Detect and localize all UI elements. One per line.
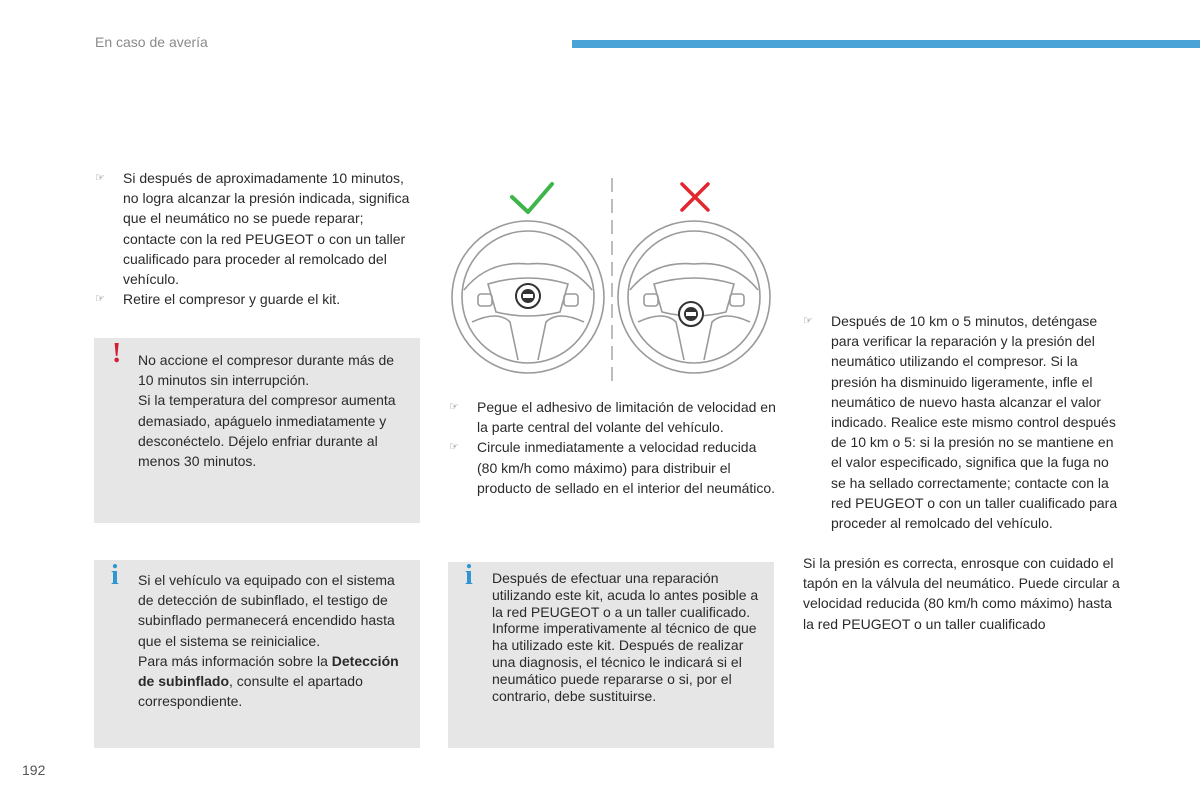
info-text (492, 570, 764, 704)
info-more-link-text: Detección de subinflado (138, 652, 399, 690)
bullet-text: Después de 10 km o 5 minutos, deténgase para verificar la reparación y la presión del neumático utilizando el compresor. Si la presión ha disminuido ligeramente, infle el neumático de nuevo hasta alcanzar el valor indicado. Realice este mismo control después de 10 km o 5: si la presión no se mantiene en el valor especificado, significa que la fuga no se ha sellado correctamente; contacte con la red PEUGEOT o con un taller cualificado para proceder al remolcado del vehículo. (831, 313, 1118, 532)
pointing-hand-icon: ☞ (95, 172, 105, 184)
green-check-icon (512, 184, 552, 212)
info-line: Informe imperativamente al técnico de que ha utilizado este kit. Después de realizar una diagnosis, el técnico le indicará si el neumático puede repararse o si, por el contrario, debe sustituirse. (492, 620, 757, 704)
bullet-text: Pegue el adhesivo de limitación de velocidad en la parte central del volante del vehículo. (477, 399, 776, 436)
exclamation-icon: ! (112, 338, 122, 369)
info-icon: i (111, 560, 119, 591)
info-box-subinflado (94, 560, 420, 748)
bullet-text: Si después de aproximadamente 10 minutos, no logra alcanzar la presión indicada, significa que el neumático no se puede reparar; contacte con la red PEUGEOT o con un taller cualificado para proceder al remolcado del vehículo. (123, 170, 410, 288)
info-more (138, 651, 410, 712)
red-cross-icon (682, 184, 708, 210)
col3-bullet-list (803, 311, 1125, 533)
list-item (803, 311, 1125, 533)
col2-bullet-list (449, 397, 777, 498)
info-line: Si el vehículo va equipado con el sistema de detección de subinflado, el testigo de subinflado permanecerá encendido hasta que el sistema se reinicialice. (138, 572, 395, 649)
steering-wheel-wrong (618, 221, 770, 373)
pointing-hand-icon: ☞ (449, 441, 459, 454)
info-box-repair (448, 562, 774, 748)
warning-line: Si la temperatura del compresor aumenta demasiado, apáguelo inmediatamente y desconéctelo. Déjelo enfriar durante al menos 30 minutos. (138, 392, 396, 470)
warning-box (94, 338, 420, 523)
info-more-prefix: Para más información sobre la (138, 652, 332, 669)
pointing-hand-icon: ☞ (449, 401, 459, 413)
pointing-hand-icon: ☞ (95, 293, 105, 306)
col1-bullet-list (95, 168, 420, 309)
info-icon: i (465, 560, 473, 591)
info-text (138, 570, 410, 711)
list-item (449, 397, 777, 437)
list-item (95, 168, 420, 289)
pointing-hand-icon: ☞ (803, 315, 813, 327)
header-accent-bar (572, 40, 1200, 48)
warning-line: No accione el compresor durante más de 10 minutos sin interrupción. (138, 352, 395, 389)
col3-paragraph (803, 553, 1125, 634)
info-line: Después de efectuar una reparación utilizando este kit, acuda lo antes posible a la red PEUGEOT o a un taller cualificado. (492, 570, 759, 620)
paragraph-text: Si la presión es correcta, enrosque con cuidado el tapón en la válvula del neumático. Puede circular a velocidad reducida (80 km/h como máximo) hasta la red PEUGEOT o un taller cualificado (803, 555, 1120, 632)
list-item (449, 437, 777, 498)
bullet-text: Retire el compresor y guarde el kit. (123, 291, 341, 308)
list-item (95, 289, 420, 309)
section-title: En caso de avería (95, 34, 208, 50)
warning-text (138, 350, 410, 471)
page-number: 192 (22, 762, 46, 778)
info-more-suffix: , consulte el apartado correspondiente. (138, 673, 363, 710)
steering-wheel-illustration (448, 172, 778, 394)
bullet-text: Circule inmediatamente a velocidad reducida (80 km/h como máximo) para distribuir el producto de sellado en el interior del neumático. (477, 439, 776, 496)
